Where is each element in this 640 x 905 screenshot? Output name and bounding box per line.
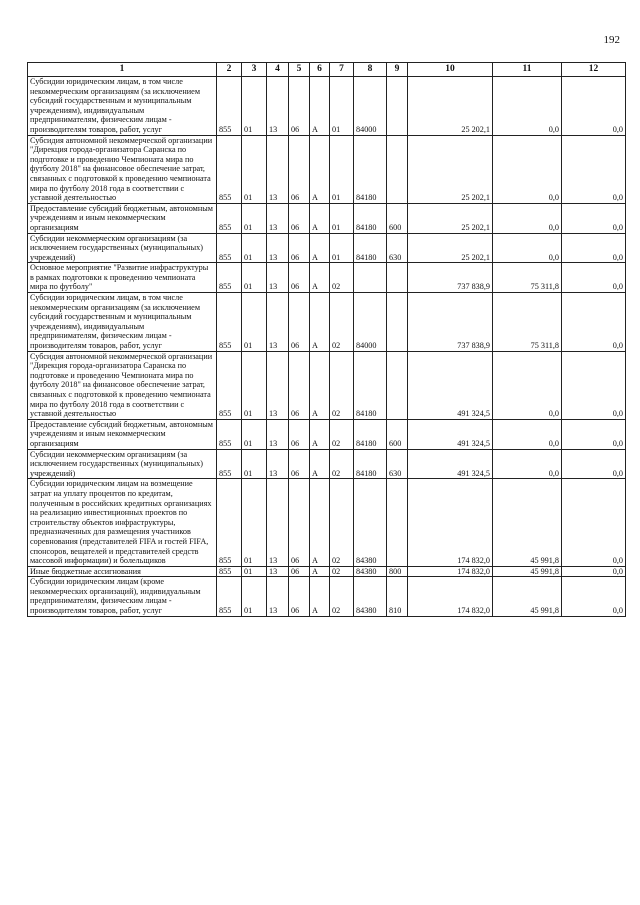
amount-col-11-cell: 75 311,8 (493, 293, 562, 352)
item-name-cell: Иные бюджетные ассигнования (28, 566, 217, 577)
table-row (28, 577, 626, 616)
col-header-3: 3 (242, 63, 267, 77)
amount-col-12-cell: 0,0 (562, 263, 626, 293)
subsection-code-cell: 13 (267, 577, 289, 616)
program-code-cell: 06 (289, 263, 310, 293)
subprogram-code-cell: А (310, 449, 330, 479)
amount-col-12-cell: 0,0 (562, 479, 626, 566)
col-header-8: 8 (354, 63, 387, 77)
col-header-4: 4 (267, 63, 289, 77)
expense-type-cell: 810 (387, 577, 408, 616)
section-code-cell: 01 (242, 566, 267, 577)
col-header-6: 6 (310, 63, 330, 77)
subsection-code-cell: 13 (267, 135, 289, 203)
item-name-cell: Субсидия автономной некоммерческой организации "Дирекция города-организатора Саранска по подготовке и проведению Чемпионата мира по футболу 2018" на финансовое обеспечение затрат, связанных с подготовкой к проведению чемпионата мира по футболу 2018 года в соответствии с уставной деятельностью (28, 135, 217, 203)
amount-col-11-cell: 45 991,8 (493, 479, 562, 566)
amount-col-10-cell: 737 838,9 (408, 293, 493, 352)
amount-col-10-cell: 25 202,1 (408, 77, 493, 136)
subsection-code-cell: 13 (267, 293, 289, 352)
expense-type-cell (387, 263, 408, 293)
direction-code-cell: 84380 (354, 566, 387, 577)
item-name-cell: Субсидия автономной некоммерческой организации "Дирекция города-организатора Саранска по подготовке и проведению Чемпионата мира по футболу 2018" на финансовое обеспечение затрат, связанных с подготовкой к проведению чемпионата мира по футболу 2018 года в соответствии с уставной деятельностью (28, 351, 217, 419)
section-code-cell: 01 (242, 135, 267, 203)
subprogram-code-cell: А (310, 263, 330, 293)
expense-type-cell: 630 (387, 233, 408, 263)
admin-code-cell: 855 (217, 449, 242, 479)
col-header-1: 1 (28, 63, 217, 77)
amount-col-11-cell: 75 311,8 (493, 263, 562, 293)
item-name-cell: Предоставление субсидий бюджетным, автономным учреждениям и иным некоммерческим организациям (28, 419, 217, 449)
amount-col-11-cell: 0,0 (493, 351, 562, 419)
col-header-9: 9 (387, 63, 408, 77)
section-code-cell: 01 (242, 203, 267, 233)
event-code-cell: 01 (330, 203, 354, 233)
direction-code-cell: 84380 (354, 479, 387, 566)
expense-type-cell (387, 135, 408, 203)
subprogram-code-cell: А (310, 77, 330, 136)
amount-col-11-cell: 0,0 (493, 77, 562, 136)
admin-code-cell: 855 (217, 203, 242, 233)
table-header-row (28, 63, 626, 77)
amount-col-12-cell: 0,0 (562, 77, 626, 136)
table-row (28, 263, 626, 293)
program-code-cell: 06 (289, 479, 310, 566)
amount-col-12-cell: 0,0 (562, 449, 626, 479)
admin-code-cell: 855 (217, 479, 242, 566)
table-row (28, 233, 626, 263)
subsection-code-cell: 13 (267, 233, 289, 263)
amount-col-10-cell: 491 324,5 (408, 419, 493, 449)
table-row (28, 479, 626, 566)
amount-col-12-cell: 0,0 (562, 419, 626, 449)
event-code-cell: 02 (330, 293, 354, 352)
program-code-cell: 06 (289, 419, 310, 449)
direction-code-cell: 84180 (354, 449, 387, 479)
table-row (28, 203, 626, 233)
col-header-12: 12 (562, 63, 626, 77)
amount-col-10-cell: 737 838,9 (408, 263, 493, 293)
admin-code-cell: 855 (217, 566, 242, 577)
event-code-cell: 02 (330, 419, 354, 449)
event-code-cell: 02 (330, 351, 354, 419)
event-code-cell: 02 (330, 263, 354, 293)
expense-type-cell (387, 351, 408, 419)
subsection-code-cell: 13 (267, 263, 289, 293)
direction-code-cell: 84000 (354, 77, 387, 136)
section-code-cell: 01 (242, 479, 267, 566)
direction-code-cell: 84180 (354, 351, 387, 419)
direction-code-cell: 84000 (354, 293, 387, 352)
event-code-cell: 01 (330, 77, 354, 136)
expense-type-cell: 800 (387, 566, 408, 577)
section-code-cell: 01 (242, 77, 267, 136)
admin-code-cell: 855 (217, 577, 242, 616)
amount-col-10-cell: 174 832,0 (408, 479, 493, 566)
table-row (28, 135, 626, 203)
item-name-cell: Основное мероприятие "Развитие инфраструктуры в рамках подготовки к проведению чемпионата мира по футболу" (28, 263, 217, 293)
section-code-cell: 01 (242, 449, 267, 479)
subprogram-code-cell: А (310, 577, 330, 616)
table-row (28, 449, 626, 479)
table-row (28, 566, 626, 577)
amount-col-12-cell: 0,0 (562, 566, 626, 577)
event-code-cell: 02 (330, 566, 354, 577)
program-code-cell: 06 (289, 77, 310, 136)
section-code-cell: 01 (242, 263, 267, 293)
amount-col-11-cell: 45 991,8 (493, 566, 562, 577)
table-row (28, 293, 626, 352)
amount-col-10-cell: 491 324,5 (408, 351, 493, 419)
amount-col-11-cell: 0,0 (493, 233, 562, 263)
admin-code-cell: 855 (217, 77, 242, 136)
subsection-code-cell: 13 (267, 566, 289, 577)
subprogram-code-cell: А (310, 566, 330, 577)
expense-type-cell (387, 77, 408, 136)
amount-col-12-cell: 0,0 (562, 135, 626, 203)
item-name-cell: Субсидии юридическим лицам (кроме некоммерческих организаций), индивидуальным предпринимателям, физическим лицам - производителям товаров, работ, услуг (28, 577, 217, 616)
amount-col-10-cell: 174 832,0 (408, 577, 493, 616)
item-name-cell: Субсидии юридическим лицам, в том числе некоммерческим организациям (за исключением субсидий государственным и муниципальным учреждениям), индивидуальным предпринимателям, физическим лицам - производителям товаров, работ, услуг (28, 293, 217, 352)
amount-col-11-cell: 0,0 (493, 203, 562, 233)
amount-col-11-cell: 0,0 (493, 449, 562, 479)
program-code-cell: 06 (289, 351, 310, 419)
section-code-cell: 01 (242, 293, 267, 352)
program-code-cell: 06 (289, 233, 310, 263)
expense-type-cell (387, 479, 408, 566)
item-name-cell: Предоставление субсидий бюджетным, автономным учреждениям и иным некоммерческим организациям (28, 203, 217, 233)
event-code-cell: 02 (330, 479, 354, 566)
program-code-cell: 06 (289, 135, 310, 203)
expense-type-cell (387, 293, 408, 352)
item-name-cell: Субсидии некоммерческим организациям (за исключением государственных (муниципальных) учреждений) (28, 233, 217, 263)
program-code-cell: 06 (289, 566, 310, 577)
subprogram-code-cell: А (310, 351, 330, 419)
amount-col-12-cell: 0,0 (562, 577, 626, 616)
col-header-5: 5 (289, 63, 310, 77)
program-code-cell: 06 (289, 203, 310, 233)
program-code-cell: 06 (289, 449, 310, 479)
program-code-cell: 06 (289, 577, 310, 616)
subsection-code-cell: 13 (267, 77, 289, 136)
amount-col-10-cell: 25 202,1 (408, 203, 493, 233)
subsection-code-cell: 13 (267, 419, 289, 449)
subprogram-code-cell: А (310, 479, 330, 566)
amount-col-10-cell: 25 202,1 (408, 135, 493, 203)
amount-col-11-cell: 0,0 (493, 419, 562, 449)
amount-col-10-cell: 174 832,0 (408, 566, 493, 577)
subprogram-code-cell: А (310, 203, 330, 233)
subprogram-code-cell: А (310, 293, 330, 352)
subsection-code-cell: 13 (267, 449, 289, 479)
admin-code-cell: 855 (217, 233, 242, 263)
amount-col-10-cell: 25 202,1 (408, 233, 493, 263)
amount-col-12-cell: 0,0 (562, 293, 626, 352)
direction-code-cell: 84180 (354, 135, 387, 203)
amount-col-11-cell: 45 991,8 (493, 577, 562, 616)
subsection-code-cell: 13 (267, 203, 289, 233)
program-code-cell: 06 (289, 293, 310, 352)
amount-col-10-cell: 491 324,5 (408, 449, 493, 479)
admin-code-cell: 855 (217, 351, 242, 419)
admin-code-cell: 855 (217, 293, 242, 352)
page-number: 192 (603, 34, 620, 46)
subprogram-code-cell: А (310, 135, 330, 203)
table-row (28, 351, 626, 419)
section-code-cell: 01 (242, 577, 267, 616)
budget-table (27, 62, 626, 617)
amount-col-12-cell: 0,0 (562, 203, 626, 233)
event-code-cell: 02 (330, 449, 354, 479)
amount-col-12-cell: 0,0 (562, 351, 626, 419)
item-name-cell: Субсидии юридическим лицам на возмещение затрат на уплату процентов по кредитам, полученным в российских кредитных организациях на реализацию инвестиционных проектов по строительству объектов инфраструктуры, предназначенных для размещения участников соревнования (представителей FIFA и гостей FIFA, спонсоров, вещателей и представителей средств массовой информации) и болельщиков (28, 479, 217, 566)
event-code-cell: 02 (330, 577, 354, 616)
col-header-11: 11 (493, 63, 562, 77)
subsection-code-cell: 13 (267, 479, 289, 566)
admin-code-cell: 855 (217, 419, 242, 449)
direction-code-cell: 84180 (354, 203, 387, 233)
admin-code-cell: 855 (217, 263, 242, 293)
subsection-code-cell: 13 (267, 351, 289, 419)
amount-col-11-cell: 0,0 (493, 135, 562, 203)
section-code-cell: 01 (242, 351, 267, 419)
col-header-10: 10 (408, 63, 493, 77)
expense-type-cell: 600 (387, 419, 408, 449)
subprogram-code-cell: А (310, 233, 330, 263)
event-code-cell: 01 (330, 233, 354, 263)
item-name-cell: Субсидии некоммерческим организациям (за исключением государственных (муниципальных) учреждений) (28, 449, 217, 479)
direction-code-cell: 84180 (354, 233, 387, 263)
amount-col-12-cell: 0,0 (562, 233, 626, 263)
section-code-cell: 01 (242, 233, 267, 263)
item-name-cell: Субсидии юридическим лицам, в том числе некоммерческим организациям (за исключением субсидий государственным и муниципальным учреждениям), индивидуальным предпринимателям, физическим лицам - производителям товаров, работ, услуг (28, 77, 217, 136)
table-row (28, 419, 626, 449)
event-code-cell: 01 (330, 135, 354, 203)
direction-code-cell: 84380 (354, 577, 387, 616)
direction-code-cell (354, 263, 387, 293)
col-header-2: 2 (217, 63, 242, 77)
section-code-cell: 01 (242, 419, 267, 449)
table-row (28, 77, 626, 136)
direction-code-cell: 84180 (354, 419, 387, 449)
expense-type-cell: 600 (387, 203, 408, 233)
admin-code-cell: 855 (217, 135, 242, 203)
subprogram-code-cell: А (310, 419, 330, 449)
expense-type-cell: 630 (387, 449, 408, 479)
col-header-7: 7 (330, 63, 354, 77)
